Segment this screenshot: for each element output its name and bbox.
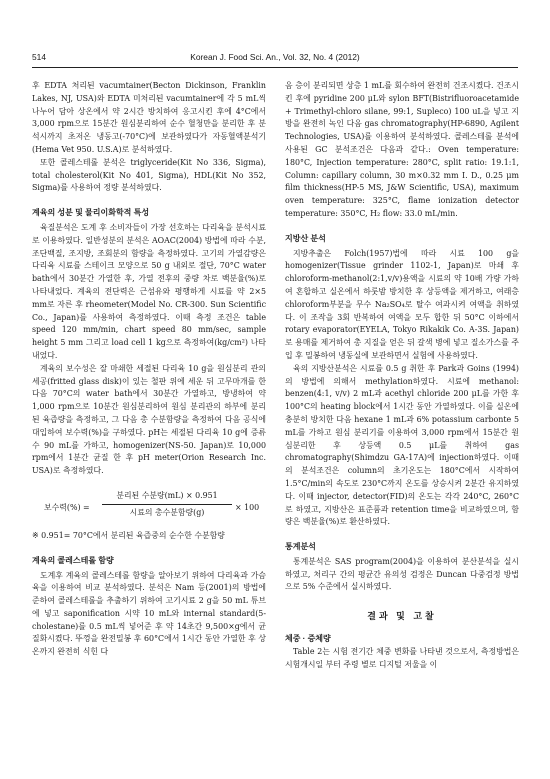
paragraph: Table 2는 시험 전기간 체중 변화를 나타낸 것으로서, 측정방법은 시험개시일 부터 주령 별로 디지털 저울을 이 — [285, 646, 519, 669]
equation-denominator: 시료의 총수분함량(g) — [129, 507, 205, 517]
section-heading-meat-composition: 계육의 성분 및 물리이화학적 특성 — [32, 208, 150, 218]
subsection-heading-body-weight: 체중 · 증체량 — [285, 634, 331, 644]
results-heading: 결과 및 고찰 — [367, 611, 437, 622]
left-column — [32, 80, 266, 659]
journal-citation: Korean J. Food Sci. An., Vol. 32, No. 4 (2012) — [190, 52, 360, 62]
header-rule — [32, 67, 518, 68]
paragraph: 또한 콜레스테롤 분석은 triglyceride(Kit No 336, Sigma), total cholesterol(Kit No 401, Sigma), HDL(Kit No 352, Sigma)를 사용하여 정량 분석하였다. — [32, 157, 266, 193]
equation-lhs: 보수력(%) = — [44, 502, 90, 512]
equation-numerator: 분리된 수분량(mL) × 0.951 — [116, 490, 218, 500]
fraction-bar — [102, 504, 232, 505]
running-header — [32, 52, 518, 66]
page-number: 514 — [32, 52, 46, 62]
section-heading-statistics: 통계분석 — [285, 542, 316, 552]
paragraph: 계육의 보수성은 잘 마쇄한 세절된 다리육 10 g을 원심분리 관의 세공(fritted glass disk)이 있는 철판 위에 세운 뒤 고무마개를 한 다음 70°C의 water bath에서 30분간 가열하고, 방냉하여 약 1,000 rpm으로 10분간 원심분리하여 원심 분리관의 하부에 분리된 육즙량을 측정하고, 그 다음 총 수분함량을 측정하여 다음 공식에 대입하여 보수력(%)을 구하였다. pH는 세절된 다리육 10 g에 증류수 90 mL를 가하고, homogenizer(NS-50. Japan)로 10,000 rpm에서 1분간 균질 한 후 pH meter(Orion Research Inc. USA)로 측정하였다. — [32, 363, 266, 476]
right-column — [285, 80, 519, 671]
paragraph: 지방추출은 Folch(1957)법에 따라 시료 100 g을 homogenizer(Tissue grinder 1102-1, Japan)로 마쇄 후 chloroform-methanol(2:1,v/v)용액을 시료의 약 10배 가량 가하여 혼합하고 실온에서 하룻밤 방치한 후 상등액을 제거하고, 여래층 chloroform부분을 무수 Na₂SO₄로 탈수 여과시켜 여액을 취하였다. 이 조작을 3회 반복하여 여액을 모두 합한 뒤 50°C 이하에서 rotary evaporator(EYELA, Tokyo Rikakik Co. A-3S. Japan)로 용매를 제거하여 총 지질을 얻은 뒤 갈색 병에 넣고 질소가스를 주입 후 밀봉하여 냉동실에 보관하면서 실험에 사용하였다. — [285, 248, 519, 360]
paragraph: 육질분석은 도계 후 소비자들이 가장 선호하는 다리육을 분석시료로 이용하였다. 일반성분의 분석은 AOAC(2004) 방법에 따라 수분, 조단백질, 조지방, 조회분의 함량을 측정하였다. 고기의 가열감량은 다리육 시료를 스테이크 모양으로 50 g 내외로 절단, 70°C water bath에서 30분간 가열한 후, 가열 전후의 중량 차로 백분율(%)로 나타내었다. 계육의 전단력은 근섬유와 평행하게 시료를 약 2×5 mm로 자른 후 rheometer(Model No. CR-300. Sun Scientific Co., Japan)를 사용하여 측정하였다. 이때 측정 조건은 table speed 120 mm/min, chart speed 80 mm/sec, sample height 5 mm 그리고 load cell 1 kg으로 측정하여(kg/cm²) 나타내었다. — [32, 222, 266, 360]
paragraph: 음 층이 분리되면 상층 1 mL를 회수하여 완전히 건조시켰다. 건조시킨 후에 pyridine 200 μL와 sylon BFT(Bistrifluoroacetamide + Trimethyl-chloro silane, 99:1, Supleco) 100 uL을 넣고 지방을 완전히 녹인 다음 gas chromatography(HP-6890, Agilent Technologies, USA)를 이용하여 분석하였다. 콜레스테롤 분석에 사용된 GC 분석조건은 다음과 같다.: Oven temperature: 180°C, Injection temperature: 280°C, split ratio: 19.1:1, Column: capillary column, 30 m×0.32 mm I. D., 0.25 μm film thickness(HP-5 MS, J&W Scientific, USA), maximum oven temperature: 325°C, flame ionization detector temperature: 350°C, H₂ flow: 33.0 mL/min. — [285, 81, 519, 218]
section-heading-fatty-acid: 지방산 분석 — [285, 233, 326, 243]
paragraph: 통계분석은 SAS program(2004)을 이용하여 분산분석을 실시하였고, 처리구 간의 평균간 유의성 검정은 Duncan 다중검정 방법으로 5% 수준에서 실시하였다. — [285, 556, 519, 592]
paragraph: 후 EDTA 처리된 vacumtainer(Becton Dickinson, Franklin Lakes, NJ, USA)와 EDTA 미처리된 vacumtainer에 각 5 mL씩 나누어 담아 상온에서 약 2시간 방치하여 응고시킨 후에 4°C에서 3,000 rpm으로 15분간 원심분리하여 순수 혈청만을 분리한 후 분석시까지 초저온 냉동고(-70°C)에 보관하였다가 자동혈액분석기(Hema Vet 950. U.S.A)로 분석하였다. — [32, 81, 266, 154]
paragraph: 도계후 계육의 콜레스테롤 함량을 알아보기 위하여 다리육과 가슴육을 이용하여 비교 분석하였다. 분석은 Nam 등(2001)의 방법에 준하여 콜레스테롤을 추출하기 위하여 고기시료 2 g을 50 mL 튜브에 넣고 saponification 시약 10 mL와 internal standard(5-cholestane)를 0.5 mL씩 넣어준 후 약 14초간 9,500×g에서 균질화시켰다. 뚜껑을 완전밀봉 후 60°C에서 1시간 동안 가열한 후 상온까지 완전히 식힌 다 — [32, 570, 266, 657]
equation-note: ※ 0.951= 70°C에서 분리된 육즙중의 순수한 수분함량 — [32, 530, 225, 540]
water-holding-capacity-equation — [32, 488, 266, 528]
equation-rhs: × 100 — [235, 502, 260, 512]
section-heading-cholesterol: 계육의 콜레스테롤 함량 — [32, 555, 114, 565]
paragraph: 육의 지방산분석은 시료를 0.5 g 취한 후 Park과 Goins (1994)의 방법에 의해서 methylation하였다. 시료에 methanol: benzen(4:1, v/v) 2 mL과 acethyl chloride 200 μL를 가한 후 100°C의 heating block에서 1시간 동안 가열하였다. 이를 실온에 충분히 방치한 다음 hexane 1 mL과 6% potassium carbonte 5 mL를 가하고 원심 분리기를 이용하여 3,000 rpm에서 15분간 원심분리한 후 상등액 0.5 μL를 취하여 gas chromatography(Shimdzu GA-17A)에 injection하였다. 이때의 분석조건은 column의 초기온도는 180°C에서 시작하여 1.5°C/min의 속도로 230°C까지 온도를 상승시켜 2분간 유지하였다. 이때 injector, detector(FID)의 온도는 각각 240°C, 260°C로 하였고, 지방산은 표준품과 retention time을 비교하였으며, 함량은 백분율(%)로 환산하였다. — [285, 363, 519, 527]
